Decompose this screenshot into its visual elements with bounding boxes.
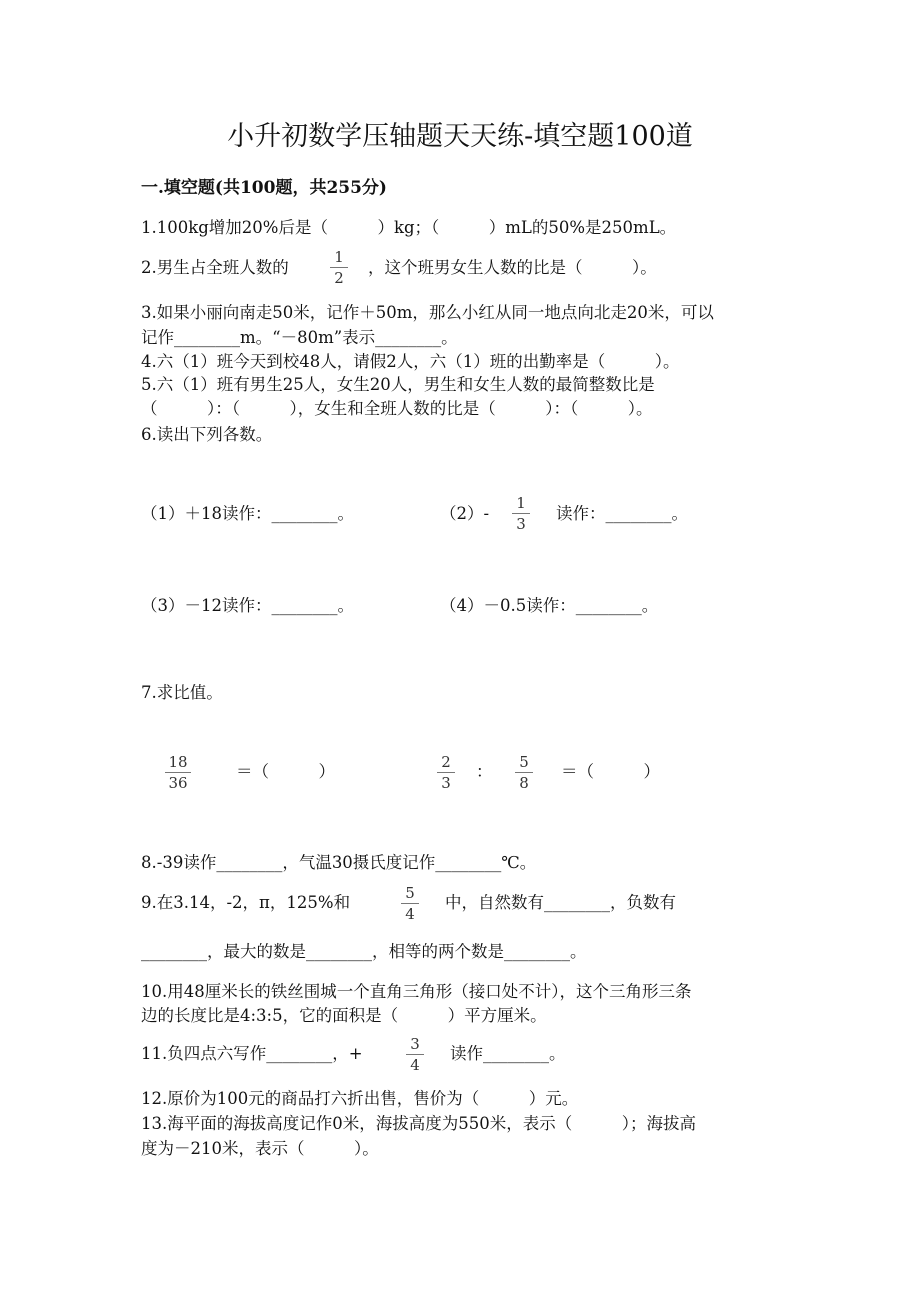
question-5-line2: （ ）：（ ），女生和全班人数的比是（ ）：（ ）。 xyxy=(141,399,653,418)
fraction-denominator: 36 xyxy=(168,774,188,792)
fraction-18-36 xyxy=(165,753,191,792)
question-2-rest: ，这个班男女生人数的比是（ ）。 xyxy=(368,258,657,277)
fraction-numerator: 3 xyxy=(410,1035,420,1053)
question-12: 12.原价为100元的商品打六折出售，售价为（ ）元。 xyxy=(141,1089,579,1108)
question-13-line1: 13.海平面的海拔高度记作0米，海拔高度为550米，表示（ ）；海拔高 xyxy=(141,1114,696,1133)
question-10-line2: 边的长度比是4:3:5，它的面积是（ ）平方厘米。 xyxy=(141,1006,547,1025)
fraction-5-4 xyxy=(401,884,419,923)
question-6-item-2-rest: 读作：________。 xyxy=(556,504,688,523)
fraction-numerator: 5 xyxy=(405,884,415,902)
fraction-1-3 xyxy=(512,494,530,533)
fraction-denominator: 4 xyxy=(405,905,415,923)
question-11-rest: 读作________。 xyxy=(450,1044,566,1063)
question-4: 4.六（1）班今天到校48人，请假2人，六（1）班的出勤率是（ ）。 xyxy=(141,352,680,371)
ratio-colon: ： xyxy=(476,762,493,781)
question-3-line1: 3.如果小丽向南走50米，记作＋50m，那么小红从同一地点向北走20米，可以 xyxy=(141,303,714,322)
question-2-text: 2.男生占全班人数的 xyxy=(141,258,289,277)
fraction-2-3 xyxy=(437,753,455,792)
fraction-numerator: 18 xyxy=(168,753,188,771)
fraction-denominator: 2 xyxy=(334,269,344,287)
question-1: 1.100kg增加20%后是（ ）kg；（ ）mL的50%是250mL。 xyxy=(141,218,677,237)
question-5-line1: 5.六（1）班有男生25人，女生20人，男生和女生人数的最简整数比是 xyxy=(141,375,655,394)
question-9-rest: 中，自然数有________，负数有 xyxy=(445,893,676,912)
question-3-line2: 记作________m。“－80m”表示________。 xyxy=(141,328,458,347)
question-6-item-2-prefix: （2）- xyxy=(440,504,490,523)
fraction-numerator: 1 xyxy=(334,248,344,266)
section-heading: 一.填空题(共100题，共255分) xyxy=(141,178,387,198)
fraction-denominator: 4 xyxy=(410,1056,420,1074)
question-13-line2: 度为－210米，表示（ ）。 xyxy=(141,1139,379,1158)
question-9-line2: ________，最大的数是________，相等的两个数是________。 xyxy=(141,942,587,961)
question-11-prefix: 11.负四点六写作________，+ xyxy=(141,1044,363,1063)
fraction-1-2 xyxy=(330,248,348,287)
fraction-3-4 xyxy=(406,1035,424,1074)
question-7: 7.求比值。 xyxy=(141,683,223,702)
fraction-numerator: 1 xyxy=(516,494,526,512)
equals-blank-1: ＝（ ） xyxy=(236,762,335,781)
question-8: 8.-39读作________，气温30摄氏度记作________℃。 xyxy=(141,853,537,872)
fraction-denominator: 8 xyxy=(519,774,529,792)
question-9-prefix: 9.在3.14，-2，π，125%和 xyxy=(141,893,351,912)
fraction-5-8 xyxy=(515,753,533,792)
question-6-item-3: （3）－12读作：________。 xyxy=(141,596,354,615)
question-6: 6.读出下列各数。 xyxy=(141,425,273,444)
question-6-item-4: （4）－0.5读作：________。 xyxy=(440,596,659,615)
question-10-line1: 10.用48厘米长的铁丝围城一个直角三角形（接口处不计），这个三角形三条 xyxy=(141,982,692,1001)
fraction-denominator: 3 xyxy=(516,515,526,533)
fraction-numerator: 5 xyxy=(519,753,529,771)
question-6-item-1: （1）＋18读作：________。 xyxy=(141,504,354,523)
fraction-numerator: 2 xyxy=(441,753,451,771)
equals-blank-2: ＝（ ） xyxy=(561,762,660,781)
page-title: 小升初数学压轴题天天练-填空题100道 xyxy=(227,121,693,152)
fraction-denominator: 3 xyxy=(441,774,451,792)
